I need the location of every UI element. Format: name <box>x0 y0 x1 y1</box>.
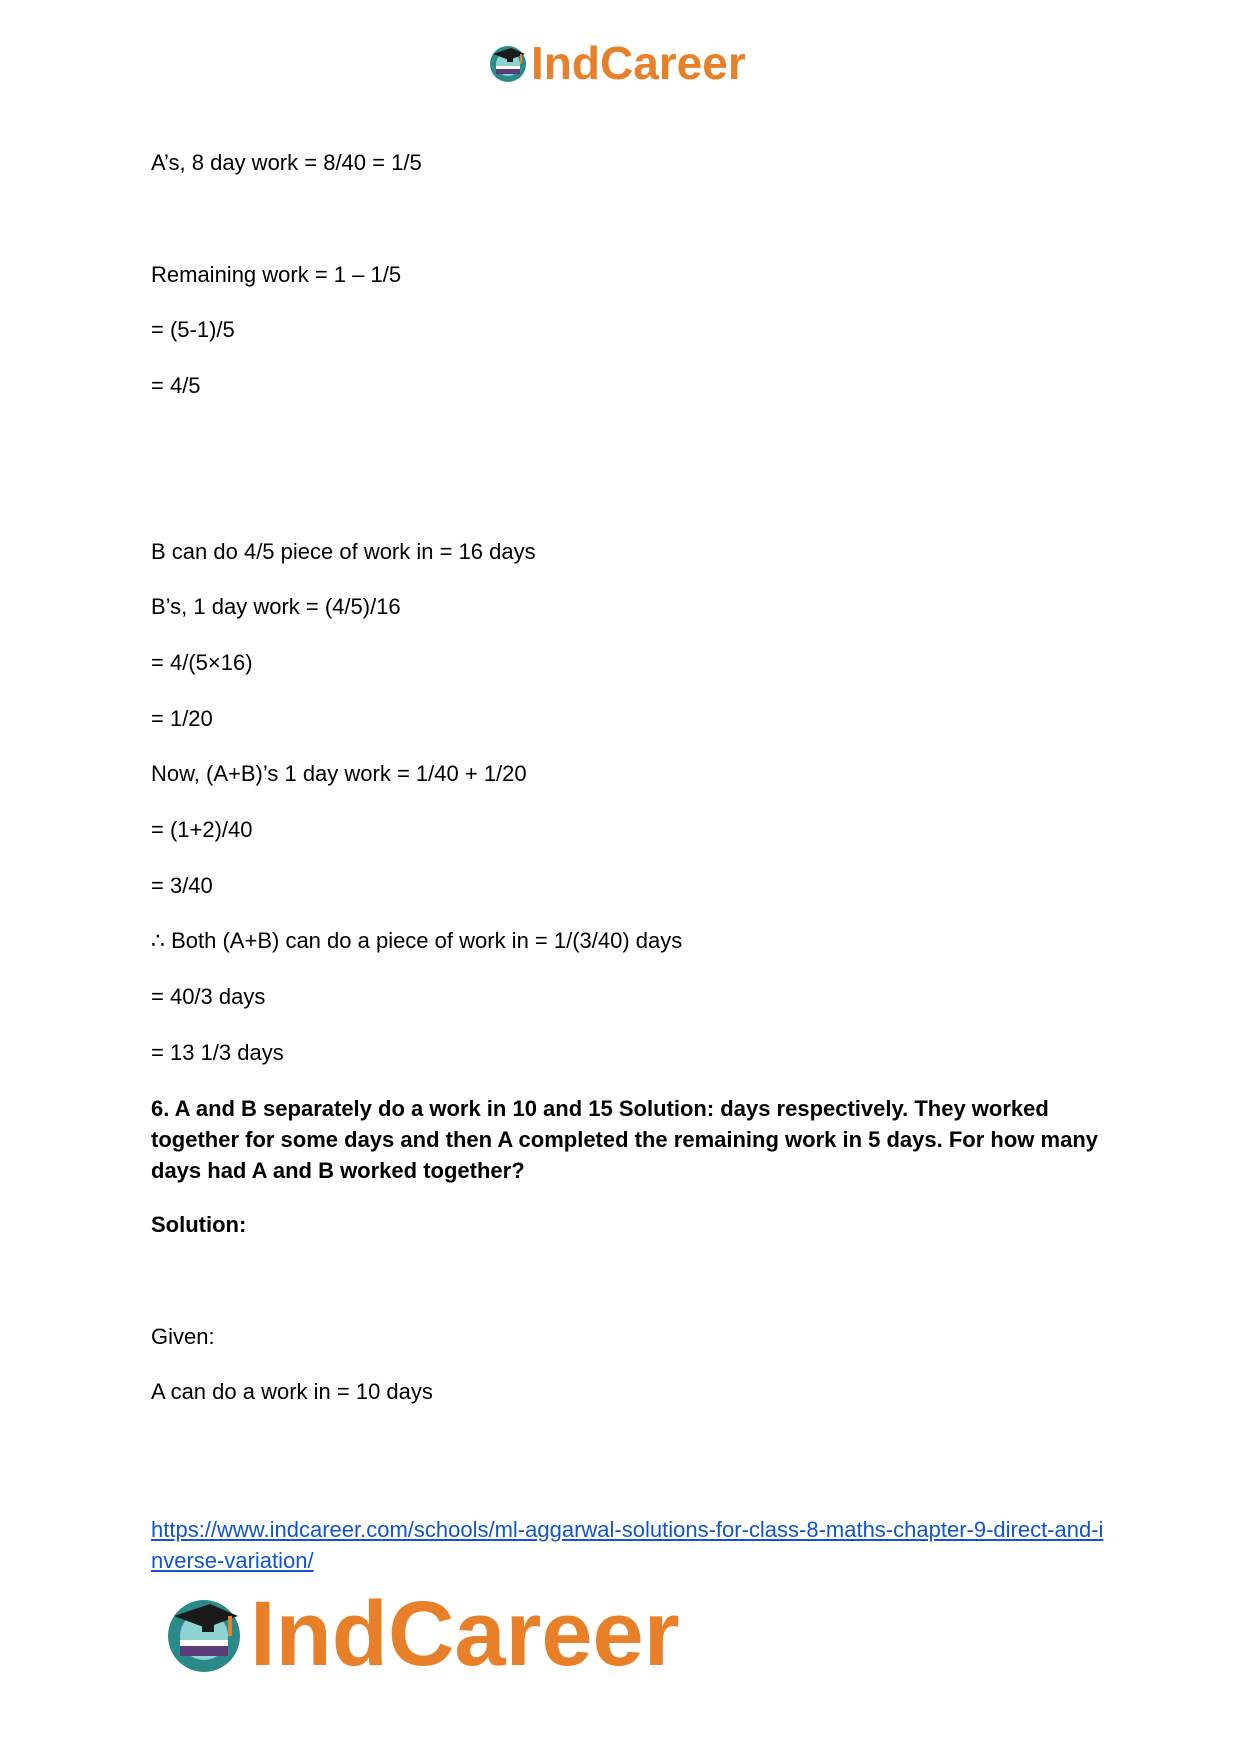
header-logo-text: IndCareer <box>531 37 746 89</box>
work-line-2: Remaining work = 1 – 1/5 <box>151 262 402 287</box>
solution-label: Solution: <box>151 1212 247 1237</box>
work-line-10: = (1+2)/40 <box>151 817 253 842</box>
header-logo <box>487 37 746 89</box>
work-line-1: A’s, 8 day work = 8/40 = 1/5 <box>151 150 422 175</box>
given-line-1: A can do a work in = 10 days <box>151 1379 433 1404</box>
graduation-cap-book-logo-icon <box>162 1592 246 1676</box>
source-link[interactable]: https://www.indcareer.com/schools/ml-aggarwal-solutions-for-class-8-maths-chapter-9-direct-and-inverse-variation/ <box>151 1517 1104 1573</box>
given-label: Given: <box>151 1324 215 1349</box>
work-line-12: ∴ Both (A+B) can do a piece of work in = 1/(3/40) days <box>151 928 683 953</box>
question-6: 6. A and B separately do a work in 10 and 15 Solution: days respectively. They worked together for some days and then A completed the remaining work in 5 days. For how many days had A and B worked together? <box>151 1096 1098 1183</box>
work-line-5: B can do 4/5 piece of work in = 16 days <box>151 539 536 564</box>
work-line-3: = (5-1)/5 <box>151 317 235 342</box>
work-line-9: Now, (A+B)’s 1 day work = 1/40 + 1/20 <box>151 761 527 786</box>
graduation-cap-book-logo-icon <box>487 42 529 84</box>
work-line-4: = 4/5 <box>151 373 201 398</box>
footer-logo <box>162 1583 680 1685</box>
footer-logo-text: IndCareer <box>250 1583 680 1685</box>
work-line-8: = 1/20 <box>151 706 213 731</box>
work-line-11: = 3/40 <box>151 873 213 898</box>
work-line-6: B’s, 1 day work = (4/5)/16 <box>151 594 401 619</box>
work-line-14: = 13 1/3 days <box>151 1040 284 1065</box>
work-line-7: = 4/(5×16) <box>151 650 253 675</box>
work-line-13: = 40/3 days <box>151 984 266 1009</box>
